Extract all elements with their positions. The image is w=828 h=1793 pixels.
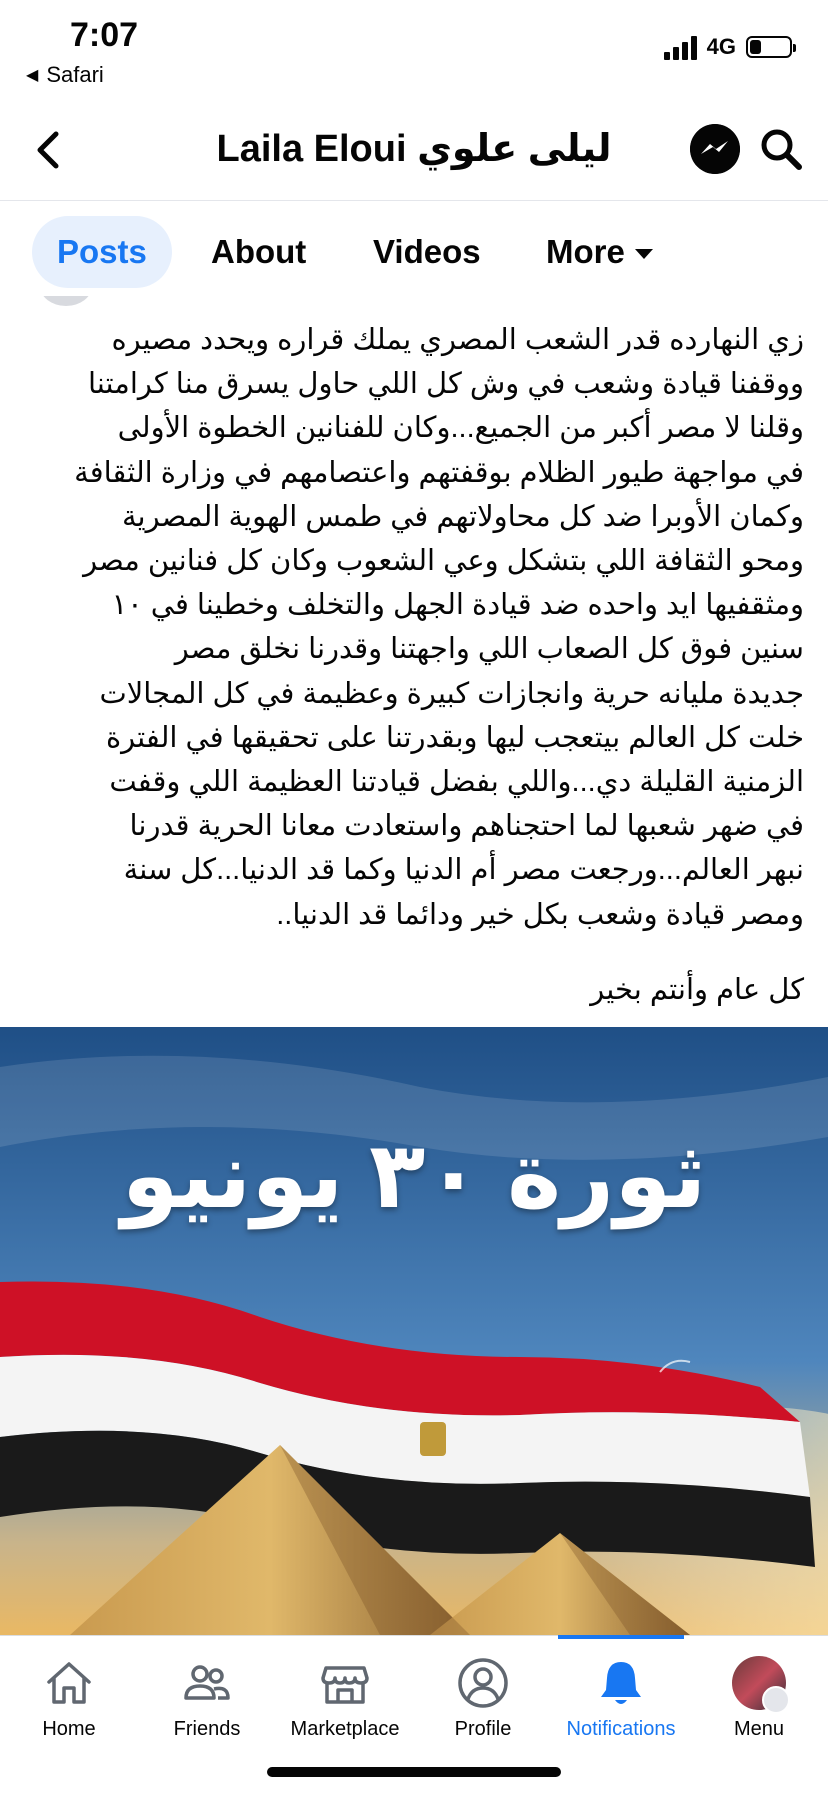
- home-indicator[interactable]: [267, 1767, 561, 1777]
- chevron-down-icon: [635, 249, 653, 259]
- back-to-safari[interactable]: [26, 62, 104, 88]
- post-content: [0, 296, 828, 1026]
- post-author-avatar[interactable]: [40, 296, 92, 306]
- tab-about[interactable]: About: [211, 233, 307, 270]
- home-icon: [42, 1656, 96, 1710]
- post-text-line: ووقفنا قيادة وشعب في وش كل اللي حاول يسرق منا كرامتنا: [87, 368, 804, 401]
- back-triangle-icon: ◀: [26, 67, 39, 84]
- post-text-line: الزمنية القليلة دي...واللي بفضل قيادتنا العظيمة اللي وقفت: [109, 766, 804, 799]
- status-indicators: [664, 34, 792, 60]
- marketplace-icon: [318, 1656, 372, 1710]
- post-text-line: ومثقفيها ايد واحده ضد قيادة الجهل والتخلف وخطينا في ١٠: [111, 589, 804, 622]
- post-text-line: ومحو الثقافة اللي بتشكل وعي الشعوب وكان كل فنانين مصر: [83, 545, 804, 578]
- post-text: [26, 318, 804, 937]
- post-image[interactable]: [0, 1027, 828, 1635]
- search-icon[interactable]: [758, 126, 804, 172]
- nav-label-friends: Friends: [173, 1718, 241, 1740]
- tab-posts[interactable]: Posts: [32, 216, 172, 288]
- back-app-label: Safari: [46, 62, 104, 87]
- post-text-line: سنين فوق كل الصعاب اللي واجهتنا وقدرنا نخلق مصر: [174, 633, 804, 666]
- battery-fill: [750, 40, 761, 54]
- nav-label-profile: Profile: [454, 1718, 512, 1740]
- nav-label-menu: Menu: [733, 1718, 785, 1740]
- post-text-line: خلت كل العالم بيتعجب ليها وبقدرتنا على تحقيقها في الفترة: [105, 721, 804, 754]
- nav-notifications[interactable]: [552, 1646, 690, 1756]
- friends-icon: [180, 1656, 234, 1710]
- post-text-line: في ضهر شعبها لما احتجناهم واستعادت معانا الحرية قدرنا: [129, 810, 804, 843]
- active-tab-indicator: [558, 1635, 684, 1639]
- network-label: 4G: [706, 34, 736, 59]
- post-text-line: نبهر العالم...ورجعت مصر أم الدنيا وكما قد الدنيا...كل سنة: [123, 854, 804, 887]
- post-text-line: زي النهارده قدر الشعب المصري يملك قراره ويحدد مصيره: [111, 324, 804, 356]
- messenger-icon[interactable]: [690, 124, 740, 174]
- status-bar: [0, 0, 828, 100]
- post-greeting: كل عام وأنتم بخير: [590, 974, 804, 1006]
- post-text-line: وكمان الأوبرا ضد كل محاولاتهم في طمس الهوية المصرية: [121, 500, 804, 533]
- pyramids-flag-illustration: [0, 1027, 828, 1635]
- post-text-line: ومصر قيادة وشعب بكل خير ودائما قد الدنيا..: [276, 898, 804, 931]
- image-caption: ثورة ٣٠ يونيو: [121, 1125, 707, 1227]
- nav-menu[interactable]: [690, 1646, 828, 1756]
- battery-icon: [746, 36, 792, 58]
- nav-friends[interactable]: [138, 1646, 276, 1756]
- nav-home[interactable]: [0, 1646, 138, 1756]
- tab-more-label: More: [546, 233, 625, 270]
- page-title: Laila Eloui ليلى علوي: [216, 128, 612, 170]
- profile-header: [0, 100, 828, 201]
- menu-avatar: [732, 1656, 786, 1710]
- nav-label-home: Home: [42, 1718, 96, 1740]
- tab-more[interactable]: [546, 216, 653, 288]
- nav-label-notifications: Notifications: [566, 1718, 676, 1740]
- bell-icon: [594, 1656, 648, 1710]
- nav-label-marketplace: Marketplace: [290, 1718, 400, 1740]
- post-text-line: في مواجهة طيور الظلام بوقفتهم واعتصامهم في وزارة الثقافة: [74, 456, 804, 489]
- profile-icon: [456, 1656, 510, 1710]
- menu-badge-icon: [762, 1686, 790, 1714]
- signal-icon: [664, 34, 697, 60]
- post-text-line: وقلنا لا مصر أكبر من الجميع...وكان للفنانين الخطوة الأولى: [117, 412, 804, 445]
- profile-tabs: [0, 200, 828, 296]
- post-text-line: جديدة مليانه حرية وانجازات كبيرة وعظيمة في كل المجالات: [99, 677, 804, 710]
- status-time: 7:07: [70, 16, 139, 54]
- tab-videos[interactable]: Videos: [373, 233, 481, 270]
- nav-marketplace[interactable]: [276, 1646, 414, 1756]
- nav-profile[interactable]: [414, 1646, 552, 1756]
